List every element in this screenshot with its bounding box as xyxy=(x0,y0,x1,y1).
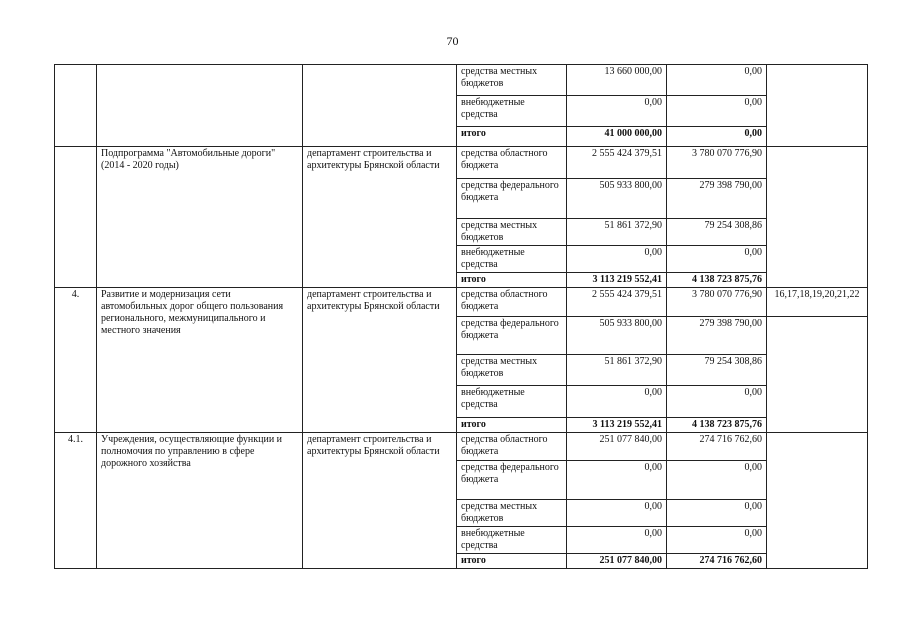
amount-2015-cell: 0,00 xyxy=(667,246,767,273)
amount-2014-cell: 51 861 372,90 xyxy=(567,355,667,386)
amount-2015-cell: 79 254 308,86 xyxy=(667,355,767,386)
funding-source-cell: итого xyxy=(457,273,567,288)
program-name-cell: Учреждения, осуществляющие функции и полномочия по управлению в сфере дорожного хозяйства xyxy=(97,433,303,569)
indicators-cell: 16,17,18,19,20,21,22 xyxy=(767,288,868,317)
amount-2015-cell: 3 780 070 776,90 xyxy=(667,147,767,179)
amount-2015-cell: 0,00 xyxy=(667,65,767,96)
amount-2015-cell: 0,00 xyxy=(667,127,767,147)
table-row xyxy=(55,65,868,96)
funding-source-cell: итого xyxy=(457,418,567,433)
funding-source-cell: внебюджетные средства xyxy=(457,246,567,273)
funding-source-cell: средства местных бюджетов xyxy=(457,500,567,527)
funding-source-cell: средства местных бюджетов xyxy=(457,65,567,96)
page-number: 70 xyxy=(446,34,459,48)
program-name-cell xyxy=(97,65,303,147)
table-row xyxy=(55,288,868,317)
amount-2015-cell: 0,00 xyxy=(667,96,767,127)
executor-cell: департамент строительства и архитектуры Брянской области xyxy=(303,147,457,288)
amount-2015-cell: 0,00 xyxy=(667,500,767,527)
funding-source-cell: внебюджетные средства xyxy=(457,527,567,554)
amount-2015-cell: 279 398 790,00 xyxy=(667,179,767,219)
executor-cell xyxy=(303,65,457,147)
funding-source-cell: средства федерального бюджета xyxy=(457,317,567,355)
amount-2015-cell: 4 138 723 875,76 xyxy=(667,273,767,288)
amount-2015-cell: 274 716 762,60 xyxy=(667,554,767,569)
amount-2015-cell: 0,00 xyxy=(667,527,767,554)
row-number-cell xyxy=(55,65,97,147)
program-name-cell: Подпрограмма "Автомобильные дороги" (2014 - 2020 годы) xyxy=(97,147,303,288)
executor-cell: департамент строительства и архитектуры Брянской области xyxy=(303,433,457,569)
funding-source-cell: средства федерального бюджета xyxy=(457,461,567,500)
funding-source-cell: средства федерального бюджета xyxy=(457,179,567,219)
amount-2014-cell: 505 933 800,00 xyxy=(567,179,667,219)
amount-2014-cell: 2 555 424 379,51 xyxy=(567,147,667,179)
funding-source-cell: внебюджетные средства xyxy=(457,96,567,127)
indicators-cell xyxy=(767,147,868,288)
amount-2015-cell: 274 716 762,60 xyxy=(667,433,767,461)
row-number-cell: 4. xyxy=(55,288,97,433)
indicators-cell xyxy=(767,317,868,433)
amount-2014-cell: 41 000 000,00 xyxy=(567,127,667,147)
funding-source-cell: средства местных бюджетов xyxy=(457,355,567,386)
indicators-cell xyxy=(767,433,868,569)
funding-source-cell: средства областного бюджета xyxy=(457,288,567,317)
amount-2014-cell: 0,00 xyxy=(567,500,667,527)
amount-2014-cell: 0,00 xyxy=(567,527,667,554)
amount-2014-cell: 0,00 xyxy=(567,246,667,273)
table-row xyxy=(55,147,868,179)
funding-source-cell: итого xyxy=(457,554,567,569)
amount-2014-cell: 505 933 800,00 xyxy=(567,317,667,355)
funding-source-cell: средства местных бюджетов xyxy=(457,219,567,246)
amount-2014-cell: 3 113 219 552,41 xyxy=(567,418,667,433)
amount-2014-cell: 2 555 424 379,51 xyxy=(567,288,667,317)
row-number-cell: 4.1. xyxy=(55,433,97,569)
amount-2015-cell: 79 254 308,86 xyxy=(667,219,767,246)
row-number-cell xyxy=(55,147,97,288)
executor-cell: департамент строительства и архитектуры Брянской области xyxy=(303,288,457,433)
indicators-cell xyxy=(767,65,868,147)
funding-source-cell: внебюджетные средства xyxy=(457,386,567,418)
amount-2015-cell: 0,00 xyxy=(667,461,767,500)
amount-2014-cell: 51 861 372,90 xyxy=(567,219,667,246)
amount-2015-cell: 279 398 790,00 xyxy=(667,317,767,355)
amount-2014-cell: 3 113 219 552,41 xyxy=(567,273,667,288)
table-row xyxy=(55,433,868,461)
amount-2014-cell: 0,00 xyxy=(567,461,667,500)
program-funding-table xyxy=(54,64,868,569)
funding-source-cell: итого xyxy=(457,127,567,147)
amount-2014-cell: 251 077 840,00 xyxy=(567,554,667,569)
amount-2015-cell: 0,00 xyxy=(667,386,767,418)
program-name-cell: Развитие и модернизация сети автомобильных дорог общего пользования регионального, межмуниципального и местного значения xyxy=(97,288,303,433)
amount-2015-cell: 3 780 070 776,90 xyxy=(667,288,767,317)
amount-2014-cell: 0,00 xyxy=(567,386,667,418)
amount-2014-cell: 0,00 xyxy=(567,96,667,127)
amount-2014-cell: 251 077 840,00 xyxy=(567,433,667,461)
funding-source-cell: средства областного бюджета xyxy=(457,433,567,461)
amount-2014-cell: 13 660 000,00 xyxy=(567,65,667,96)
amount-2015-cell: 4 138 723 875,76 xyxy=(667,418,767,433)
funding-source-cell: средства областного бюджета xyxy=(457,147,567,179)
